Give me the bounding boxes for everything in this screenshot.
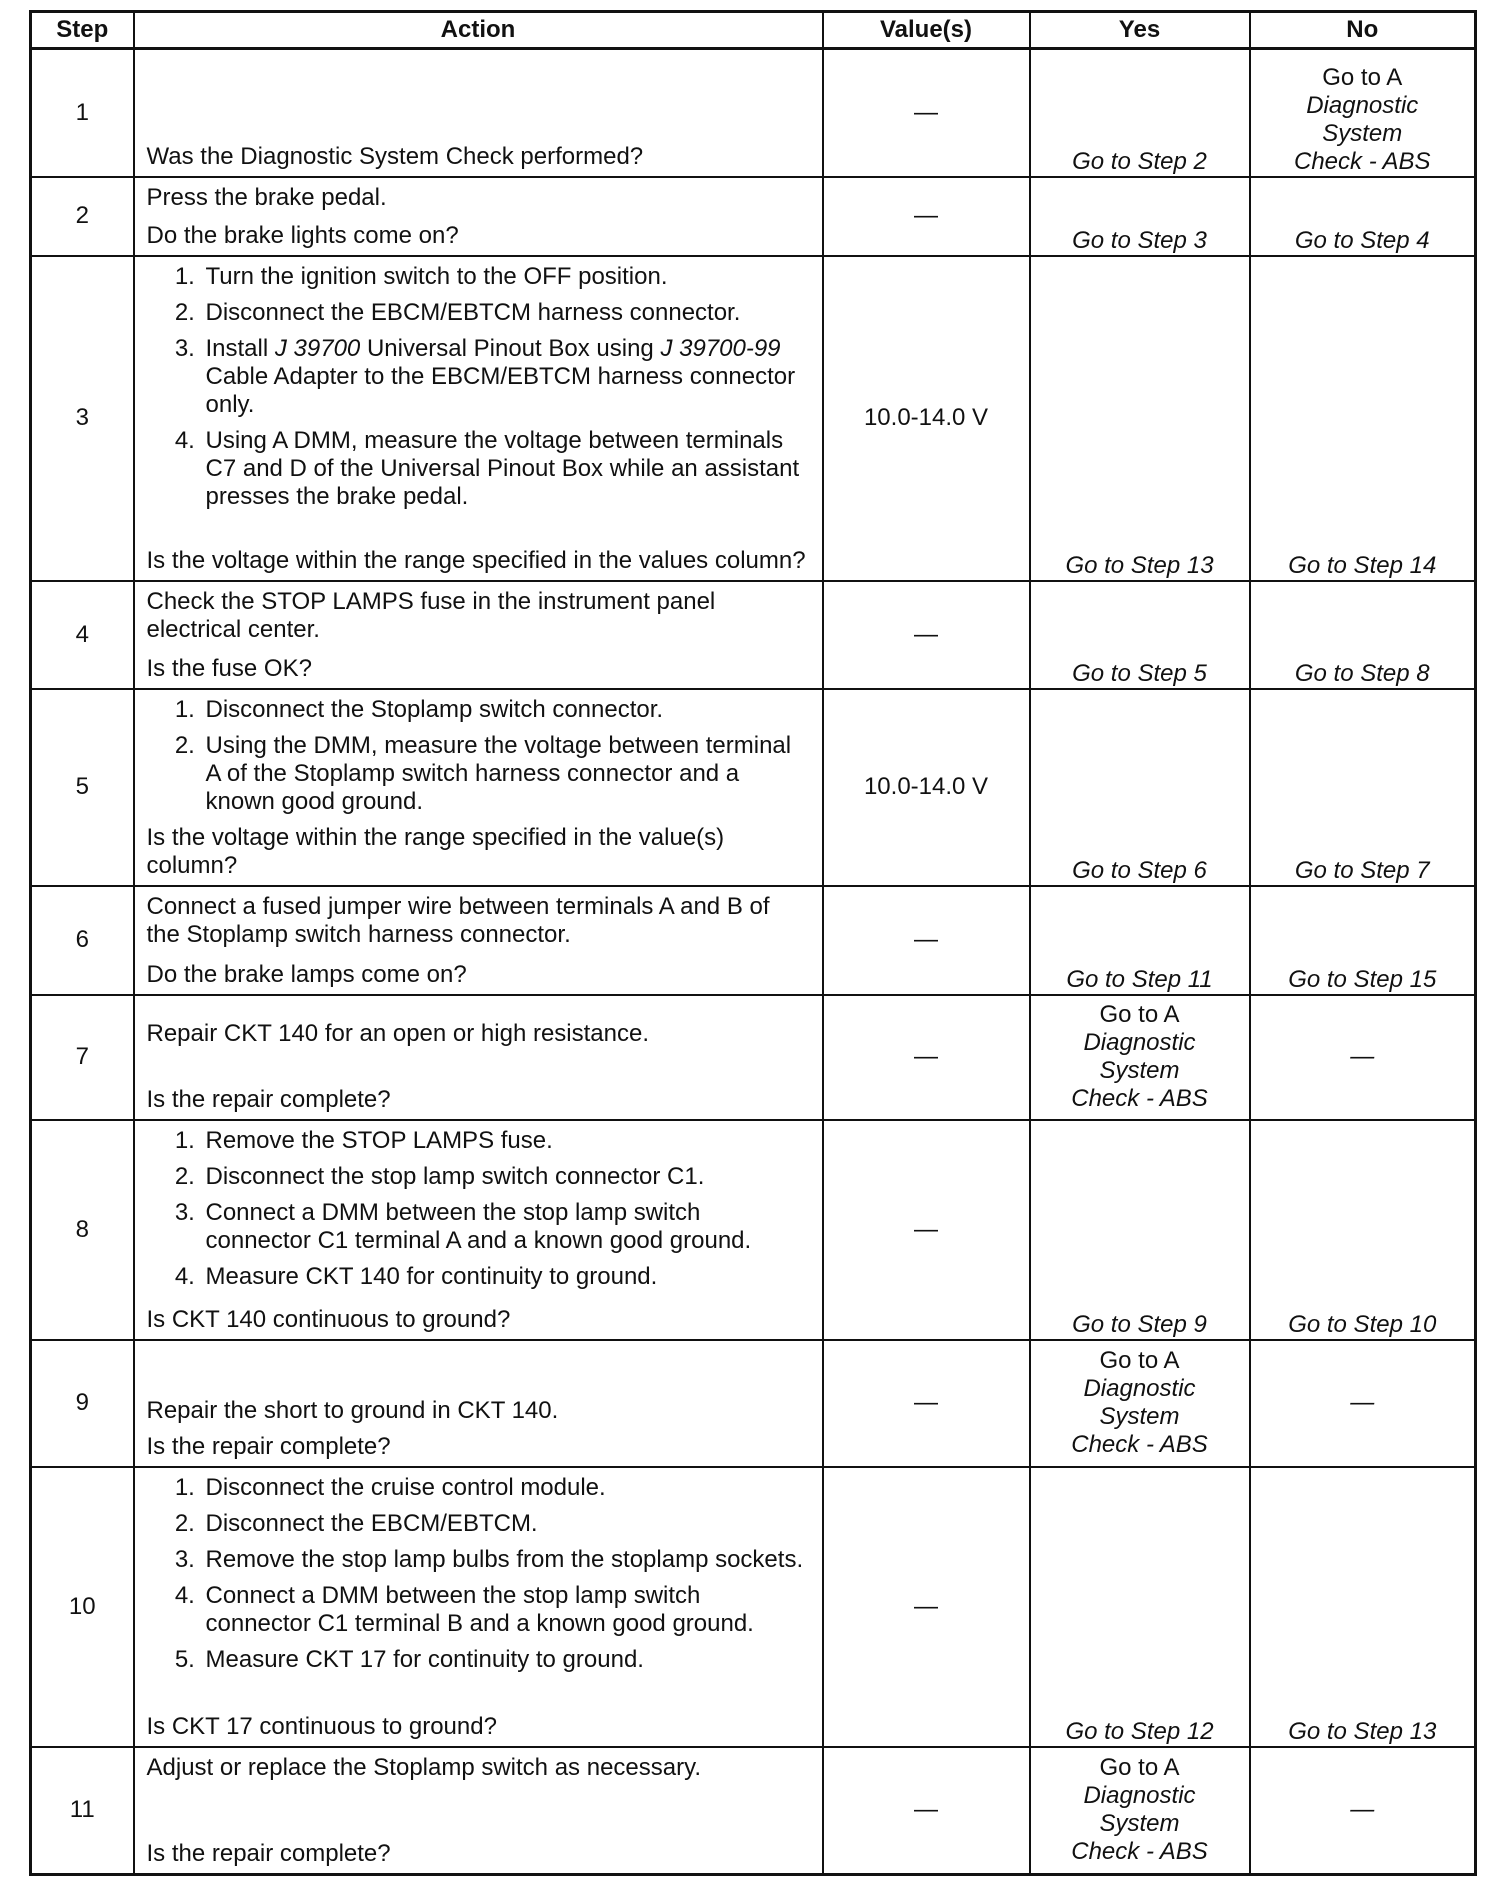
action-text: Adjust or replace the Stoplamp switch as necessary. (146, 1753, 701, 1781)
action-question: Is CKT 17 continuous to ground? (146, 1712, 497, 1740)
step-number: 1 (31, 49, 134, 177)
action-step: 2. Disconnect the stop lamp switch connector C1. (202, 1163, 810, 1191)
no-line: Go to A (1322, 63, 1403, 91)
action-steps (147, 1127, 810, 1291)
action-cell (134, 995, 823, 1120)
value-cell: 10.0-14.0 V (823, 689, 1030, 886)
step-number: 5 (31, 689, 134, 886)
action-question: Was the Diagnostic System Check performed? (146, 142, 644, 170)
yes-line: Diagnostic (1083, 1029, 1196, 1056)
action-step: 4. Using A DMM, measure the voltage between terminals C7 and D of the Universal Pinout Box while an assistant presses the brake pedal. (202, 427, 810, 511)
action-question: Is the fuse OK? (146, 654, 312, 682)
action-cell (134, 256, 823, 581)
value-cell: — (823, 1747, 1030, 1875)
action-question: Do the brake lights come on? (146, 221, 459, 249)
step-number: 3 (31, 256, 134, 581)
step-number: 8 (31, 1120, 134, 1340)
diagnostic-table (29, 10, 1477, 1876)
step-number: 4 (31, 581, 134, 689)
no-line: Diagnostic (1306, 91, 1419, 119)
yes-result (1030, 1340, 1250, 1467)
no-result: Go to Step 13 (1250, 1467, 1476, 1747)
no-line: Check - ABS (1294, 147, 1431, 175)
no-result: — (1250, 1340, 1476, 1467)
no-result: Go to Step 10 (1250, 1120, 1476, 1340)
yes-result: Go to Step 12 (1030, 1467, 1250, 1747)
tool-ref: J 39700-99 (660, 334, 781, 362)
action-question: Is the repair complete? (146, 1432, 391, 1460)
value-cell: — (823, 1467, 1030, 1747)
action-step (202, 335, 810, 419)
value-cell: — (823, 995, 1030, 1120)
action-cell (134, 1747, 823, 1875)
action-text: Check the STOP LAMPS fuse in the instrument panel electrical center. (146, 587, 716, 643)
action-cell (134, 886, 823, 995)
table-row (31, 1467, 1476, 1747)
action-text: Connect a fused jumper wire between terminals A and B of the Stoplamp switch harness connector. (146, 892, 770, 948)
yes-result: Go to Step 5 (1030, 581, 1250, 689)
value-cell: — (823, 177, 1030, 256)
yes-result: Go to Step 13 (1030, 256, 1250, 581)
yes-line: Check - ABS (1071, 1085, 1208, 1112)
table-row (31, 177, 1476, 256)
action-text: Press the brake pedal. (146, 183, 387, 211)
no-result: Go to Step 4 (1250, 177, 1476, 256)
action-steps (147, 263, 810, 511)
header-values: Value(s) (823, 12, 1030, 49)
action-cell (134, 177, 823, 256)
yes-result: Go to Step 11 (1030, 886, 1250, 995)
action-question: Is CKT 140 continuous to ground? (146, 1305, 511, 1333)
yes-line: Diagnostic (1083, 1375, 1196, 1402)
yes-result: Go to Step 6 (1030, 689, 1250, 886)
action-step: 2. Using the DMM, measure the voltage between terminal A of the Stoplamp switch harness connector and a known good ground. (202, 732, 810, 816)
table-row (31, 581, 1476, 689)
action-cell (134, 1340, 823, 1467)
yes-line: Go to A (1099, 1754, 1180, 1782)
table-row (31, 886, 1476, 995)
no-result (1250, 49, 1476, 177)
action-step: 3. Remove the stop lamp bulbs from the stoplamp sockets. (202, 1546, 810, 1574)
action-question: Is the voltage within the range specified in the values column? (146, 546, 806, 574)
table-row (31, 1120, 1476, 1340)
action-step: 2. Disconnect the EBCM/EBTCM. (202, 1510, 810, 1538)
step-number: 9 (31, 1340, 134, 1467)
header-yes: Yes (1030, 12, 1250, 49)
action-step: 1. Disconnect the Stoplamp switch connector. (202, 696, 810, 724)
action-question: Is the repair complete? (146, 1085, 391, 1113)
step-number: 11 (31, 1747, 134, 1875)
yes-result: Go to Step 3 (1030, 177, 1250, 256)
install-verb: Install (205, 334, 275, 362)
value-cell: — (823, 1120, 1030, 1340)
yes-line: System (1099, 1810, 1180, 1838)
action-step: 2. Disconnect the EBCM/EBTCM harness connector. (202, 299, 810, 327)
install-mid: Universal Pinout Box using (360, 334, 661, 362)
action-steps (147, 696, 810, 816)
action-text: Repair the short to ground in CKT 140. (146, 1396, 559, 1424)
yes-line: Check - ABS (1071, 1431, 1208, 1458)
value-cell: — (823, 886, 1030, 995)
yes-line: System (1099, 1403, 1180, 1430)
action-step: 3. Connect a DMM between the stop lamp switch connector C1 terminal A and a known good ground. (202, 1199, 810, 1255)
header-step: Step (31, 12, 134, 49)
table-row (31, 995, 1476, 1120)
yes-line: Go to A (1099, 1347, 1180, 1374)
action-step: 5. Measure CKT 17 for continuity to ground. (202, 1646, 810, 1674)
table-row (31, 1747, 1476, 1875)
action-cell (134, 689, 823, 886)
yes-line: Check - ABS (1071, 1838, 1208, 1866)
action-text: Repair CKT 140 for an open or high resistance. (146, 1019, 650, 1047)
action-step: 4. Measure CKT 140 for continuity to ground. (202, 1263, 810, 1291)
install-end: Cable Adapter to the EBCM/EBTCM harness connector only. (205, 362, 796, 418)
yes-line: Go to A (1099, 1001, 1180, 1028)
value-cell: 10.0-14.0 V (823, 256, 1030, 581)
action-cell (134, 581, 823, 689)
value-cell: — (823, 1340, 1030, 1467)
yes-result (1030, 49, 1250, 177)
action-step: 1. Disconnect the cruise control module. (202, 1474, 810, 1502)
tool-ref: J 39700 (274, 334, 361, 362)
action-question: Is the repair complete? (146, 1840, 391, 1867)
yes-result (1030, 995, 1250, 1120)
header-no: No (1250, 12, 1476, 49)
action-step: 1. Turn the ignition switch to the OFF position. (202, 263, 810, 291)
header-row (31, 12, 1476, 49)
yes-line: Diagnostic (1083, 1782, 1196, 1810)
action-step: 1. Remove the STOP LAMPS fuse. (202, 1127, 810, 1155)
action-cell (134, 1120, 823, 1340)
step-number: 2 (31, 177, 134, 256)
action-question: Is the voltage within the range specified in the value(s) column? (146, 823, 725, 879)
no-line: System (1322, 119, 1403, 147)
action-steps (147, 1474, 810, 1674)
action-question: Do the brake lamps come on? (146, 960, 467, 988)
table-row (31, 689, 1476, 886)
yes-result (1030, 1747, 1250, 1875)
no-result: — (1250, 995, 1476, 1120)
no-result: — (1250, 1747, 1476, 1875)
action-cell (134, 1467, 823, 1747)
value-cell: — (823, 581, 1030, 689)
step-number: 6 (31, 886, 134, 995)
table-row (31, 49, 1476, 177)
action-step: 4. Connect a DMM between the stop lamp switch connector C1 terminal B and a known good ground. (202, 1582, 810, 1638)
value-cell: — (823, 49, 1030, 177)
yes-result-text: Go to Step 2 (1072, 147, 1207, 175)
step-number: 10 (31, 1467, 134, 1747)
header-action: Action (134, 12, 823, 49)
table-row (31, 256, 1476, 581)
no-result: Go to Step 14 (1250, 256, 1476, 581)
yes-line: System (1099, 1057, 1180, 1084)
no-result: Go to Step 8 (1250, 581, 1476, 689)
no-result: Go to Step 15 (1250, 886, 1476, 995)
action-cell (134, 49, 823, 177)
no-result: Go to Step 7 (1250, 689, 1476, 886)
yes-result: Go to Step 9 (1030, 1120, 1250, 1340)
table-row (31, 1340, 1476, 1467)
step-number: 7 (31, 995, 134, 1120)
